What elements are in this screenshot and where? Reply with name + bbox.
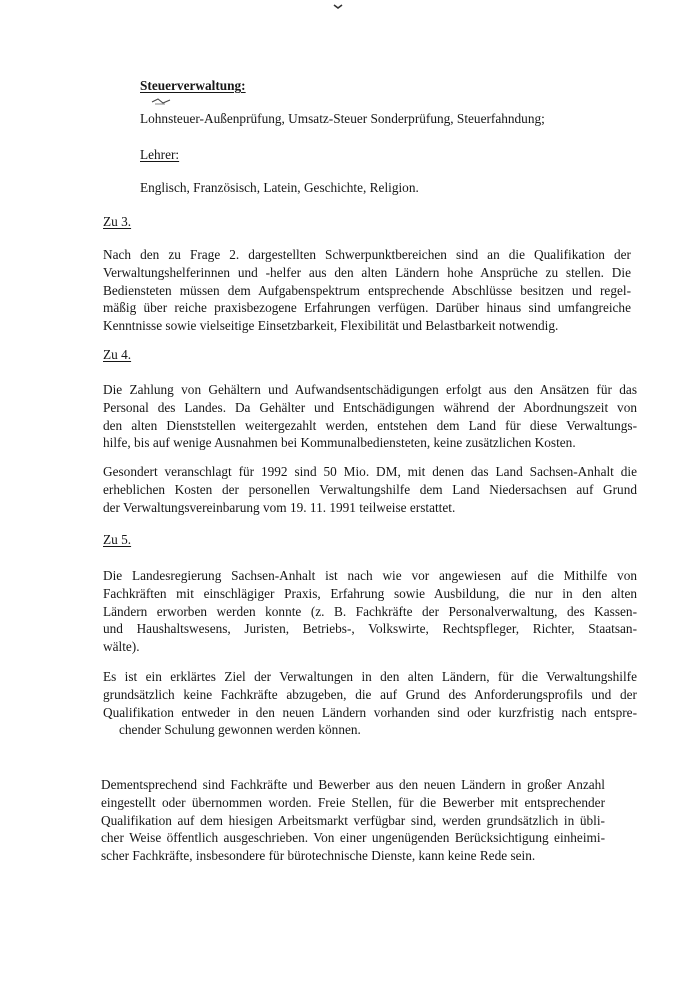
paragraph-line: eingestellt oder übernommen worden. Freie Stellen, für die Bewerber mit entsprechender [101, 794, 605, 810]
paragraph-zu5-1 [103, 567, 637, 656]
paragraph-line: grundsätzlich keine Fachkräfte abzugeben, die auf Grund des Anforderungsprofils und der [103, 686, 637, 702]
paragraph-line: Qualifikation auf dem hiesigen Arbeitsmarkt verfügbar sind, werden grundsätzlich in übli- [101, 812, 605, 828]
paragraph-line: hilfe, bis auf wenige Ausnahmen bei Kommunalbediensteten, keine zusätzlichen Kosten. [103, 435, 576, 451]
paragraph-line: Dementsprechend sind Fachkräfte und Bewerber aus den neuen Ländern in großer Anzahl [101, 777, 605, 792]
paragraph-line: Die Zahlung von Gehältern und Aufwandsentschädigungen erfolgt aus den Ansätzen für das [103, 382, 637, 397]
paragraph-line: Kenntnisse sowie vielseitige Einsetzbarkeit, Flexibilität und Belastbarkeit notwendig. [103, 318, 559, 334]
section-heading-zu5: Zu 5. [103, 532, 132, 547]
paragraph-line: Verwaltungshelferinnen und -helfer aus den alten Ländern hohe Ansprüche zu stellen. Die [103, 264, 631, 280]
paragraph-line: der Verwaltungsvereinbarung vom 19. 11. 1991 teilweise erstattet. [103, 499, 456, 515]
paragraph-line: Fachkräften mit einschlägiger Praxis, Erfahrung sowie Ausbildung, die nur in den alten [103, 585, 637, 601]
scan-smudge-icon [150, 96, 172, 106]
section-heading-zu3: Zu 3. [103, 214, 132, 229]
paragraph-line: Ländern erworben werden konnte (z. B. Fachkräfte der Personalverwaltung, des Kassen- [103, 603, 637, 619]
steuerverwaltung-list: Lohnsteuer-Außenprüfung, Umsatz-Steuer Sonderprüfung, Steuerfahndung; [140, 111, 545, 126]
lehrer-heading: Lehrer: [140, 147, 180, 162]
paragraph-line: Nach den zu Frage 2. dargestellten Schwerpunktbereichen sind an die Qualifikation der [103, 247, 631, 262]
paragraph-zu4-1 [103, 381, 637, 452]
paragraph-line: chender Schulung gewonnen werden können. [119, 722, 361, 738]
paragraph-line: Die Landesregierung Sachsen-Anhalt ist nach wie vor angewiesen auf die Mithilfe von [103, 568, 637, 583]
lehrer-list: Englisch, Französisch, Latein, Geschichte, Religion. [140, 180, 419, 195]
paragraph-line: Bediensteten müssen dem Aufgabenspektrum entsprechende Abschlüsse besitzen und regel- [103, 282, 631, 298]
paragraph-line: Es ist ein erklärtes Ziel der Verwaltungen in den alten Ländern, für die Verwaltungshilfe [103, 669, 637, 684]
paragraph-line: Personal des Landes. Da Gehälter und Entschädigungen während der Abordnungszeit von [103, 399, 637, 415]
paragraph-line: erheblichen Kosten der personellen Verwaltungshilfe dem Land Niedersachsen auf Grund [103, 481, 637, 497]
paragraph-line: mäßig über reiche praxisbezogene Erfahrungen verfügen. Darüber hinaus sind umfangreiche [103, 300, 631, 316]
paragraph-zu5-2 [103, 668, 637, 739]
paragraph-line: wälte). [103, 639, 140, 655]
paragraph-zu5-3 [101, 776, 605, 865]
paragraph-line: und Haushaltswesens, Juristen, Betriebs-, Volkswirte, Rechtspfleger, Richter, Staatsan- [103, 621, 637, 637]
paragraph-zu3-1 [103, 246, 631, 335]
paragraph-line: Qualifikation entweder in den neuen Ländern vorhanden sind oder kurzfristig nach entspre- [103, 704, 637, 720]
steuerverwaltung-heading: Steuerverwaltung: [140, 78, 246, 93]
paragraph-zu4-2 [103, 463, 637, 516]
paragraph-line: den alten Dienststellen weitergezahlt werden, entstehen dem Land für diese Verwaltungs- [103, 417, 637, 433]
paragraph-line: scher Fachkräfte, insbesondere für bürotechnische Dienste, kann keine Rede sein. [101, 848, 536, 864]
scan-mark-icon [333, 2, 343, 10]
section-heading-zu4: Zu 4. [103, 347, 132, 362]
paragraph-line: Gesondert veranschlagt für 1992 sind 50 Mio. DM, mit denen das Land Sachsen-Anhalt die [103, 464, 637, 479]
paragraph-line: cher Weise öffentlich ausgeschrieben. Von einer ungenügenden Berücksichtigung einheimi- [101, 830, 605, 846]
